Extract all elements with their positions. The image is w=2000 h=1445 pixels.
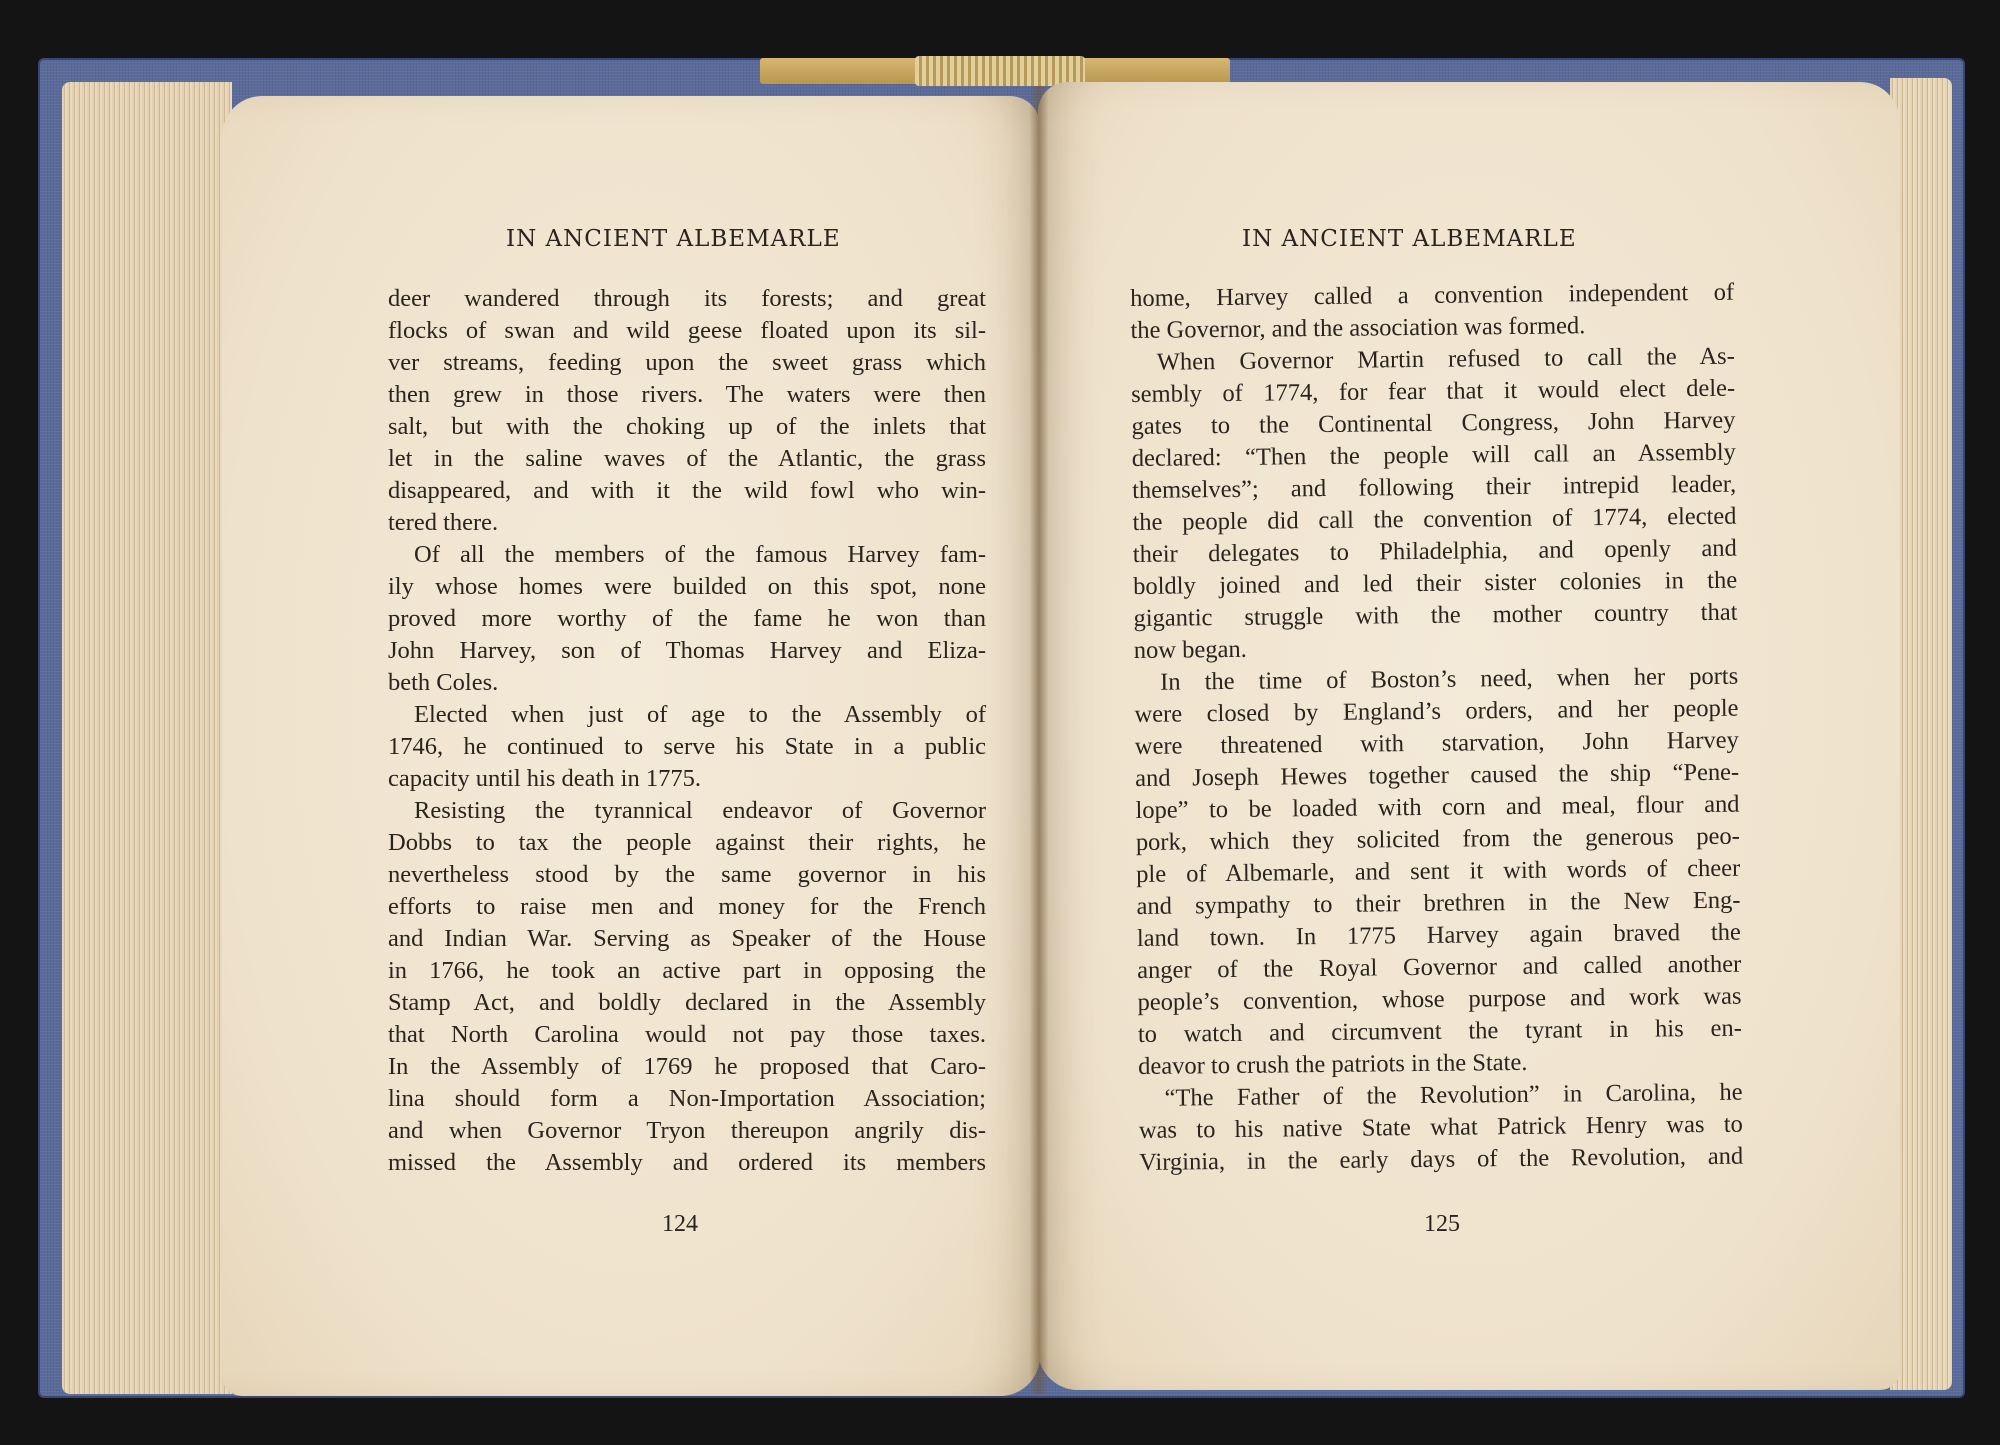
text-line: Stamp Act, and boldly declared in the Assembly [388,989,986,1016]
right-page-number: 125 [1424,1211,1460,1237]
text-line: John Harvey, son of Thomas Harvey and Eliza- [388,637,986,664]
text-line: land town. In 1775 Harvey again braved the [1136,918,1741,952]
left-page-edges [62,82,232,1394]
text-line: lope” to be loaded with corn and meal, flour and [1135,790,1740,824]
text-line: gigantic struggle with the mother country that [1133,598,1738,632]
text-line: were threatened with starvation, John Harvey [1134,726,1739,760]
text-line: sembly of 1774, for fear that it would elect dele- [1131,374,1736,408]
text-line: that North Carolina would not pay those taxes. [388,1021,986,1048]
text-line: declared: “Then the people will call an Assembly [1131,438,1736,472]
text-line: ily whose homes were builded on this spot, none [388,573,986,600]
text-line: in 1766, he took an active part in opposing the [388,957,986,984]
text-line: When Governor Martin refused to call the As- [1156,342,1735,376]
text-line: then grew in those rivers. The waters were then [388,381,986,408]
text-line: gates to the Continental Congress, John Harvey [1131,406,1736,440]
text-line: proved more worthy of the fame he won than [388,605,986,632]
headband [915,56,1085,86]
text-line: “The Father of the Revolution” in Carolina, he [1164,1078,1743,1112]
right-running-head: IN ANCIENT ALBEMARLE [1242,226,1577,252]
text-line: pork, which they solicited from the generous peo- [1135,822,1740,856]
text-line: Dobbs to tax the people against their rights, he [388,829,986,856]
text-line: Resisting the tyrannical endeavor of Governor [414,797,986,824]
left-running-head: IN ANCIENT ALBEMARLE [506,226,841,252]
text-line: was to his native State what Patrick Henry was to [1138,1110,1743,1144]
text-line: Virginia, in the early days of the Revolution, and [1139,1142,1744,1176]
text-line: beth Coles. [388,669,499,696]
text-line: themselves”; and following their intrepid leader, [1132,470,1737,504]
text-line: the people did call the convention of 1774, elected [1132,502,1737,536]
text-line: anger of the Royal Governor and called another [1137,950,1742,984]
text-line: salt, but with the choking up of the inlets that [388,413,986,440]
text-line: people’s convention, whose purpose and work was [1137,982,1742,1016]
text-line: deavor to crush the patriots in the State. [1138,1048,1528,1080]
text-line: In the Assembly of 1769 he proposed that Caro- [388,1053,986,1080]
text-line: and when Governor Tryon thereupon angrily dis- [388,1117,986,1144]
text-line: disappeared, and with it the wild fowl who win- [388,477,986,504]
text-line: missed the Assembly and ordered its members [388,1149,986,1176]
right-page-text [1130,277,1743,1179]
text-line: to watch and circumvent the tyrant in his en- [1137,1014,1742,1048]
text-line: were closed by England’s orders, and her people [1134,694,1739,728]
text-line: nevertheless stood by the same governor in his [388,861,986,888]
text-line: deer wandered through its forests; and great [388,285,986,312]
gutter [1030,86,1048,1394]
text-line: flocks of swan and wild geese floated upon its sil- [388,317,986,344]
text-line: efforts to raise men and money for the French [388,893,986,920]
text-line: boldly joined and led their sister colonies in the [1133,566,1738,600]
text-line: capacity until his death in 1775. [388,765,701,792]
text-line: and Indian War. Serving as Speaker of the House [388,925,986,952]
text-line: the Governor, and the association was formed. [1130,312,1586,344]
text-line: 1746, he continued to serve his State in a public [388,733,986,760]
text-line: Of all the members of the famous Harvey fam- [414,541,986,568]
text-line: let in the saline waves of the Atlantic, the grass [388,445,986,472]
text-line: ver streams, feeding upon the sweet grass which [388,349,986,376]
text-line: and Joseph Hewes together caused the ship “Pene- [1135,758,1740,792]
left-page-text [388,283,986,1179]
text-line: home, Harvey called a convention independent of [1130,278,1735,312]
left-page-number: 124 [662,1211,698,1237]
text-line: lina should form a Non-Importation Association; [388,1085,986,1112]
text-line: In the time of Boston’s need, when her ports [1160,662,1739,696]
text-line: tered there. [388,509,499,536]
text-line: ple of Albemarle, and sent it with words of cheer [1136,854,1741,888]
text-line: Elected when just of age to the Assembly of [414,701,986,728]
text-line: and sympathy to their brethren in the New Eng- [1136,886,1741,920]
text-line: their delegates to Philadelphia, and openly and [1132,534,1737,568]
text-line: now began. [1133,635,1247,664]
